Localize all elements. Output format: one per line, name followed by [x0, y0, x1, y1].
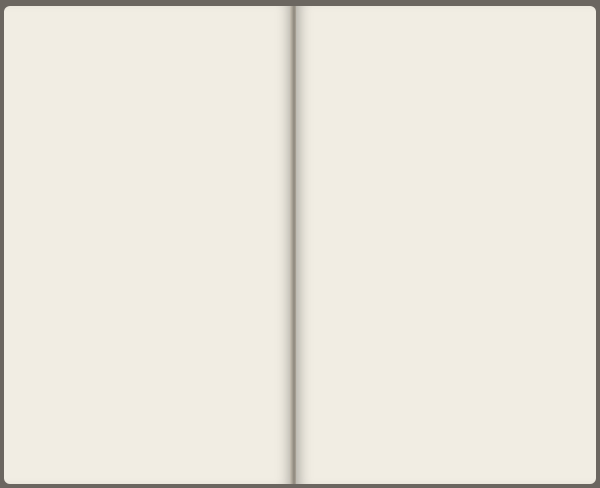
music-subsections	[14, 58, 282, 179]
table-of-contents	[14, 58, 282, 179]
open-book	[4, 6, 596, 484]
right-page	[296, 6, 596, 484]
left-page	[4, 6, 292, 484]
